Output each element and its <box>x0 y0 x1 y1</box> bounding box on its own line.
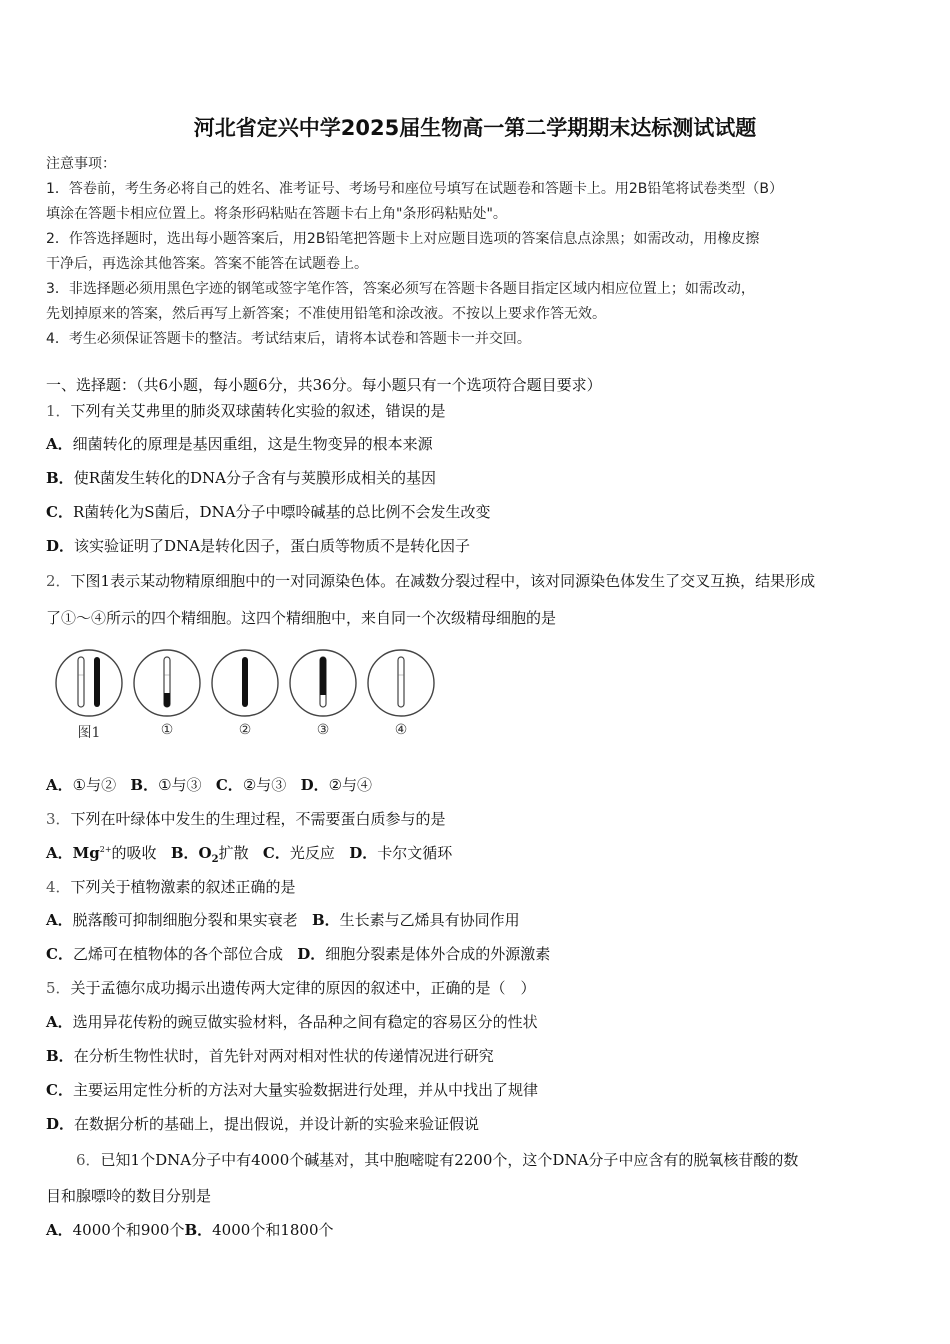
option-text: Mg <box>72 844 100 862</box>
question-2 <box>46 570 815 591</box>
option-letter: C． <box>46 503 73 521</box>
option-letter: B． <box>184 1221 213 1239</box>
q5-option-c <box>46 1079 538 1100</box>
option-letter: B． <box>311 911 340 929</box>
option-letter: B． <box>46 469 74 487</box>
cell-one-dark-chromosome-icon <box>209 648 281 720</box>
note-line: 填涂在答题卡相应位置上。将条形码粘贴在答题卡右上角"条形码粘贴处"。 <box>46 206 507 222</box>
option-text: R菌转化为S菌后，DNA分子中嘌呤碱基的总比例不会发生改变 <box>72 503 491 521</box>
note-line: 4．考生必须保证答题卡的整洁。考试结束后，请将本试卷和答题卡一并交回。 <box>46 331 531 347</box>
q4-options-ab <box>46 909 520 930</box>
q5-option-b <box>46 1045 494 1066</box>
option-text: 的吸收 <box>111 844 157 862</box>
option-text: 使R菌发生转化的DNA分子含有与荚膜形成相关的基因 <box>73 469 436 487</box>
figure-cell-3 <box>209 648 281 748</box>
option-letter: B． <box>46 1047 74 1065</box>
question-stem: 已知1个DNA分子中有4000个碱基对，其中胞嘧啶有2200个，这个DNA分子中应含有的脱氧核苷酸的数 <box>100 1151 799 1169</box>
subscript: 2 <box>211 854 219 865</box>
superscript: 2+ <box>99 845 112 854</box>
note-line: 3．非选择题必须用黑色字迹的钢笔或签字笔作答，答案必须写在答题卡各题目指定区域内相应位置上；如需改动， <box>46 281 755 297</box>
question-number: 1． <box>46 402 71 420</box>
q5-option-a <box>46 1011 538 1032</box>
option-letter: A． <box>46 911 73 929</box>
figure-label: ③ <box>316 722 330 738</box>
option-text: ①与③ <box>158 776 202 794</box>
figure-cell-4 <box>287 648 359 748</box>
figure-label: ① <box>160 722 174 738</box>
option-text: 选用异花传粉的豌豆做实验材料，各品种之间有稳定的容易区分的性状 <box>72 1013 538 1031</box>
option-text: 扩散 <box>218 844 249 862</box>
question-stem: 下图1表示某动物精原细胞中的一对同源染色体。在减数分裂过程中，该对同源染色体发生了交叉互换，结果形成 <box>70 572 816 590</box>
option-letter: D． <box>349 844 378 862</box>
question-stem: 下列有关艾弗里的肺炎双球菌转化实验的叙述，错误的是 <box>70 402 446 420</box>
option-letter: D． <box>46 1115 75 1133</box>
notes-section <box>46 152 908 352</box>
question-4 <box>46 876 296 897</box>
note-line: 2．作答选择题时，选出每小题答案后，用2B铅笔把答题卡上对应题目选项的答案信息点涂黑；如需改动，用橡皮擦 <box>46 231 760 247</box>
note-line: 1．答卷前，考生务必将自己的姓名、准考证号、考场号和座位号填写在试题卷和答题卡上。用2B铅笔将试卷类型（B） <box>46 181 784 197</box>
option-letter: A． <box>46 1013 73 1031</box>
option-text: 光反应 <box>289 844 335 862</box>
option-letter: B． <box>170 844 199 862</box>
note-line: 干净后，再选涂其他答案。答案不能答在试题卷上。 <box>46 256 368 272</box>
q1-option-a <box>46 433 433 454</box>
option-text: 生长素与乙烯具有协同作用 <box>339 911 520 929</box>
q4-options-cd <box>46 943 550 964</box>
option-text: 卡尔文循环 <box>377 844 453 862</box>
option-letter: C． <box>262 844 290 862</box>
option-letter: B． <box>130 776 159 794</box>
option-letter: C． <box>46 945 73 963</box>
q1-option-c <box>46 501 491 522</box>
question-number: 6． <box>76 1151 101 1169</box>
question-stem: 了①～④所示的四个精细胞。这四个精细胞中，来自同一个次级精母细胞的是 <box>46 609 557 627</box>
option-text: 脱落酸可抑制细胞分裂和果实衰老 <box>72 911 298 929</box>
q6-options <box>46 1219 334 1240</box>
note-line: 先划掉原来的答案，然后再写上新答案；不准使用铅笔和涂改液。不按以上要求作答无效。 <box>46 306 606 322</box>
option-letter: A． <box>46 776 73 794</box>
question-number: 4． <box>46 878 71 896</box>
option-text: 在数据分析的基础上，提出假说，并设计新的实验来验证假说 <box>74 1115 480 1133</box>
option-text: 4000个和1800个 <box>212 1221 334 1239</box>
option-letter: A． <box>46 435 73 453</box>
option-text: 乙烯可在植物体的各个部位合成 <box>72 945 283 963</box>
option-text: 该实验证明了DNA是转化因子，蛋白质等物质不是转化因子 <box>74 537 471 555</box>
option-letter: D． <box>300 776 329 794</box>
question-stem: 关于孟德尔成功揭示出遗传两大定律的原因的叙述中，正确的是（ ） <box>70 979 536 997</box>
q5-option-d <box>46 1113 479 1134</box>
question-stem: 目和腺嘌呤的数目分别是 <box>46 1187 212 1205</box>
cell-one-light-chromosome-icon <box>365 648 437 720</box>
question-stem: 下列在叶绿体中发生的生理过程，不需要蛋白质参与的是 <box>70 810 446 828</box>
section-heading: 一、选择题：（共6小题，每小题6分，共36分。每小题只有一个选项符合题目要求） <box>46 376 602 394</box>
option-letter: C． <box>46 1081 73 1099</box>
question-number: 3． <box>46 810 71 828</box>
question-3 <box>46 808 446 829</box>
question-number: 5． <box>46 979 71 997</box>
notes-heading: 注意事项： <box>46 156 116 172</box>
option-letter: A． <box>46 844 73 862</box>
cell-with-homologous-pair-icon <box>53 648 125 720</box>
q1-option-d <box>46 535 470 556</box>
question-2-continued <box>46 607 556 628</box>
option-text: 4000个和900个 <box>72 1221 185 1239</box>
figure-cell-2 <box>131 648 203 748</box>
figure-label: ④ <box>394 722 408 738</box>
page-title: 河北省定兴中学2025届生物高一第二学期期末达标测试试题 <box>193 116 757 140</box>
question-5 <box>46 977 536 998</box>
figure-label: ② <box>238 722 252 738</box>
option-text: O <box>198 844 212 862</box>
option-text: ②与④ <box>328 776 373 794</box>
option-text: 细菌转化的原理是基因重组，这是生物变异的根本来源 <box>72 435 433 453</box>
cell-one-chromosome-bottom-light-icon <box>287 648 359 720</box>
option-letter: D． <box>297 945 326 963</box>
question-number: 2． <box>46 572 71 590</box>
option-text: 主要运用定性分析的方法对大量实验数据进行处理，并从中找出了规律 <box>72 1081 538 1099</box>
cell-one-chromosome-bottom-dark-icon <box>131 648 203 720</box>
option-letter: A． <box>46 1221 73 1239</box>
option-text: ②与③ <box>242 776 287 794</box>
figure-cell-1 <box>53 648 125 748</box>
q2-options <box>46 774 372 795</box>
figure-cell-5 <box>365 648 437 748</box>
option-text: 细胞分裂素是体外合成的外源激素 <box>325 945 551 963</box>
chromosome-figure <box>50 648 450 748</box>
q1-option-b <box>46 467 436 488</box>
option-letter: C． <box>215 776 243 794</box>
option-letter: D． <box>46 537 75 555</box>
question-1 <box>46 400 446 421</box>
option-text: ①与② <box>72 776 117 794</box>
question-stem: 下列关于植物激素的叙述正确的是 <box>70 878 296 896</box>
question-6-continued <box>46 1185 211 1206</box>
option-text: 在分析生物性状时，首先针对两对相对性状的传递情况进行研究 <box>73 1047 494 1065</box>
question-6 <box>76 1149 798 1170</box>
figure-label: 图1 <box>77 725 101 741</box>
q3-options <box>46 842 452 865</box>
